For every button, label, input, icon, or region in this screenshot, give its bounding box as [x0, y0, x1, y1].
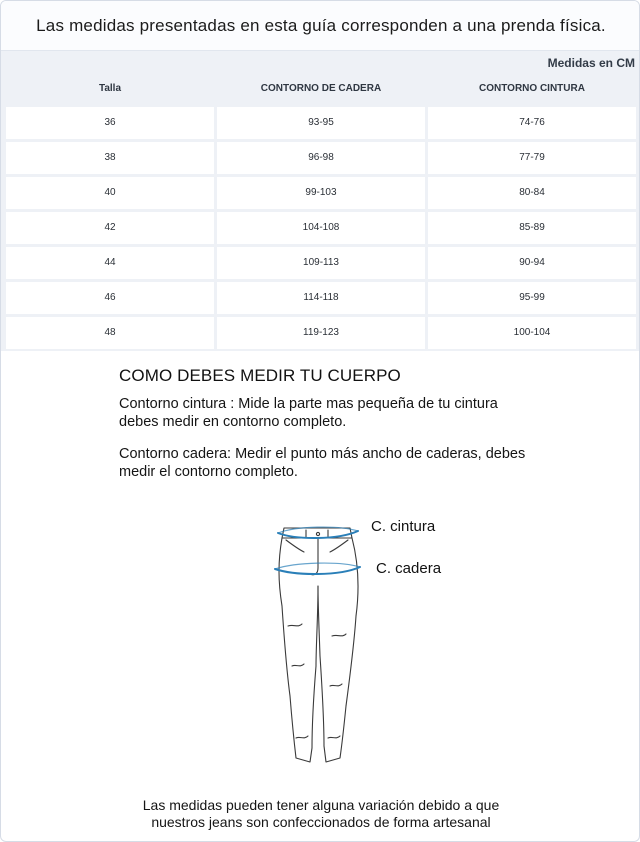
size-cell: 36: [6, 107, 214, 139]
table-row: [6, 142, 636, 174]
size-cell: 44: [6, 247, 214, 279]
measuring-guide: [119, 365, 579, 481]
table-row: [6, 282, 636, 314]
header-waist: CONTORNO CINTURA: [479, 83, 585, 94]
disclaimer-line-2: nuestros jeans son confeccionados de forma artesanal: [151, 814, 491, 830]
hip-label: C. cadera: [376, 560, 442, 577]
waist-cell: 100-104: [428, 317, 636, 349]
size-cell: 38: [6, 142, 214, 174]
waist-cell: 77-79: [428, 142, 636, 174]
table-row: [6, 107, 636, 139]
jeans-illustration: [266, 506, 386, 776]
table-row: [6, 247, 636, 279]
variation-disclaimer: [1, 797, 640, 831]
size-cell: 48: [6, 317, 214, 349]
hip-cell: 96-98: [217, 142, 425, 174]
hip-instructions: Contorno cadera: Medir el punto más ancho de caderas, debes medir el contorno completo.: [119, 446, 526, 480]
waist-cell: 90-94: [428, 247, 636, 279]
hip-cell: 114-118: [217, 282, 425, 314]
hip-cell: 119-123: [217, 317, 425, 349]
waist-cell: 74-76: [428, 107, 636, 139]
guide-title: COMO DEBES MEDIR TU CUERPO: [119, 366, 401, 385]
physical-garment-notice: Las medidas presentadas en esta guía corresponden a una prenda física.: [1, 1, 640, 51]
units-label: Medidas en CM: [547, 56, 635, 70]
hip-cell: 104-108: [217, 212, 425, 244]
waist-instructions: Contorno cintura : Mide la parte mas pequeña de tu cintura debes medir en contorno completo.: [119, 396, 498, 430]
size-table: [1, 51, 640, 351]
disclaimer-line-1: Las medidas pueden tener alguna variación debido a que: [142, 797, 500, 813]
waist-cell: 95-99: [428, 282, 636, 314]
waist-cell: 80-84: [428, 177, 636, 209]
header-size: Talla: [98, 83, 122, 94]
hip-cell: 93-95: [217, 107, 425, 139]
hip-cell: 99-103: [217, 177, 425, 209]
header-hip: CONTORNO DE CADERA: [260, 83, 382, 94]
table-row: [6, 212, 636, 244]
table-row: [6, 317, 636, 349]
waist-label: C. cintura: [371, 518, 436, 535]
hip-cell: 109-113: [217, 247, 425, 279]
size-cell: 46: [6, 282, 214, 314]
waist-cell: 85-89: [428, 212, 636, 244]
table-row: [6, 177, 636, 209]
size-cell: 40: [6, 177, 214, 209]
size-cell: 42: [6, 212, 214, 244]
